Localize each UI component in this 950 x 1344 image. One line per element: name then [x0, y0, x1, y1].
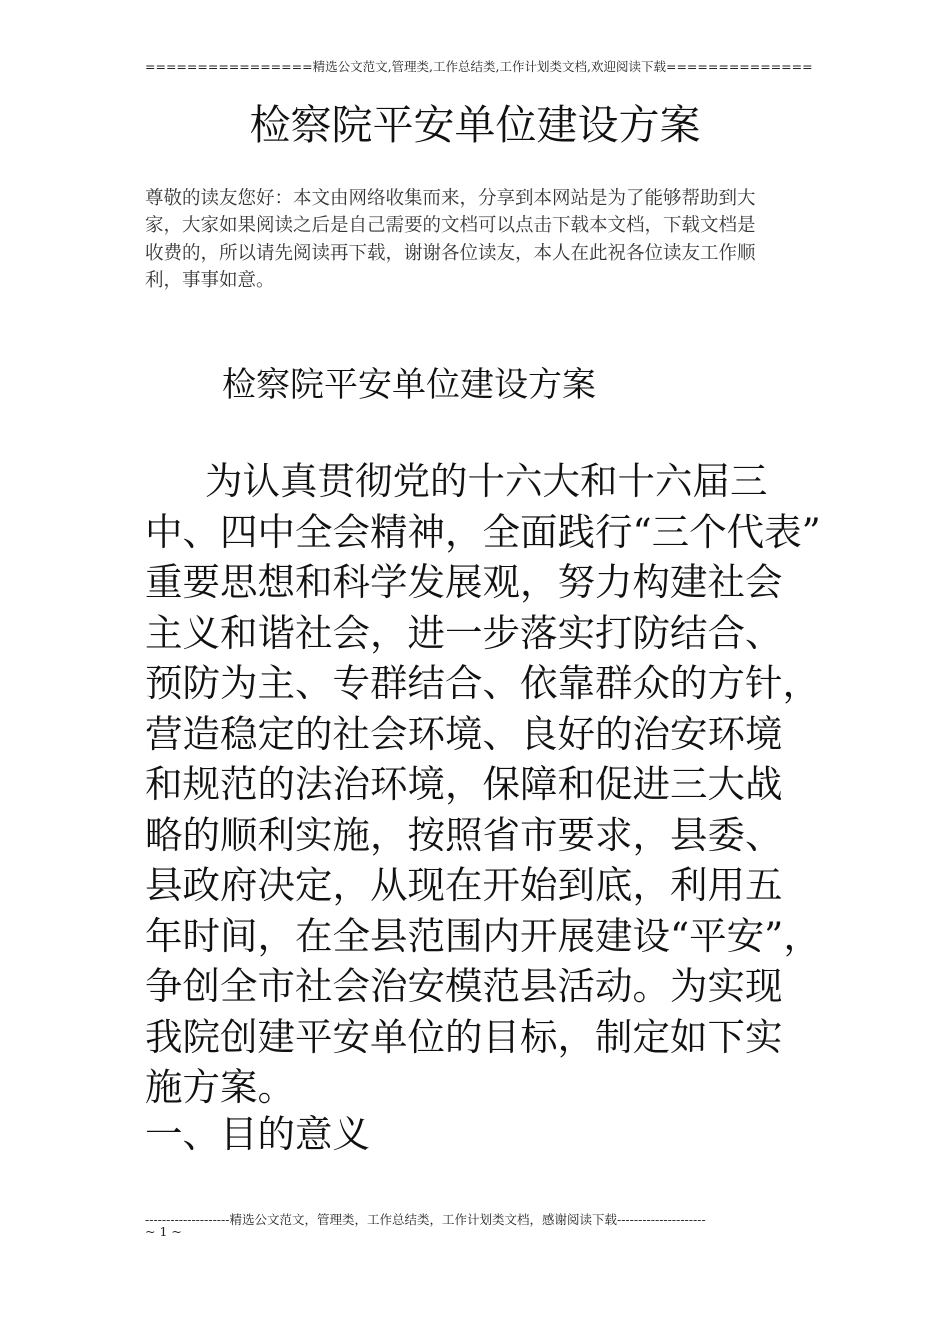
document-subtitle: 检察院平安单位建设方案	[222, 365, 596, 405]
body-line: 年时间，在全县范围内开展建设“平安”，	[145, 913, 821, 958]
body-line: 预防为主、专群结合、依靠群众的方针，	[145, 661, 820, 705]
notice-line: 家，大家如果阅读之后是自己需要的文档可以点击下载本文档，下载文档是	[145, 215, 756, 237]
body-line: 县政府决定，从现在开始到底，利用五	[145, 863, 783, 907]
body-line: 重要思想和科学发展观，努力构建社会	[145, 560, 783, 604]
body-line: 营造稳定的社会环境、良好的治安环境	[145, 711, 783, 756]
section-heading: 一、目的意义	[145, 1112, 370, 1156]
body-line: 中、四中全会精神，全面践行“三个代表”	[145, 509, 821, 554]
body-line: 我院创建平安单位的目标，制定如下实	[145, 1014, 783, 1059]
notice-line: 尊敬的读友您好：本文由网络收集而来，分享到本网站是为了能够帮助到大	[145, 188, 756, 209]
notice-line: 利，事事如意。	[145, 269, 275, 291]
page-number: ~ 1 ~	[145, 1224, 182, 1239]
header-banner: ================精选公文范文,管理类,工作总结类,工作计划类文档,欢迎阅读下载==============	[145, 59, 813, 74]
body-line: 争创全市社会治安模范县活动。为实现	[145, 964, 783, 1008]
notice-line: 收费的，所以请先阅读再下载，谢谢各位读友，本人在此祝各位读友工作顺	[145, 242, 756, 264]
document-title: 检察院平安单位建设方案	[249, 101, 701, 149]
reader-notice	[145, 185, 805, 294]
body-paragraph	[145, 456, 821, 1113]
body-line: 为认真贯彻党的十六大和十六届三	[205, 459, 768, 503]
body-line: 主义和谐社会，进一步落实打防结合、	[145, 610, 783, 655]
body-line: 略的顺利实施，按照省市要求，县委、	[145, 812, 783, 857]
footer-banner: --------------------精选公文范文，管理类，工作总结类，工作计划类文档，感谢阅读下载---------------------	[145, 1212, 706, 1227]
body-line: 和规范的法治环境，保障和促进三大战	[145, 762, 783, 806]
body-line: 施方案。	[145, 1065, 295, 1109]
